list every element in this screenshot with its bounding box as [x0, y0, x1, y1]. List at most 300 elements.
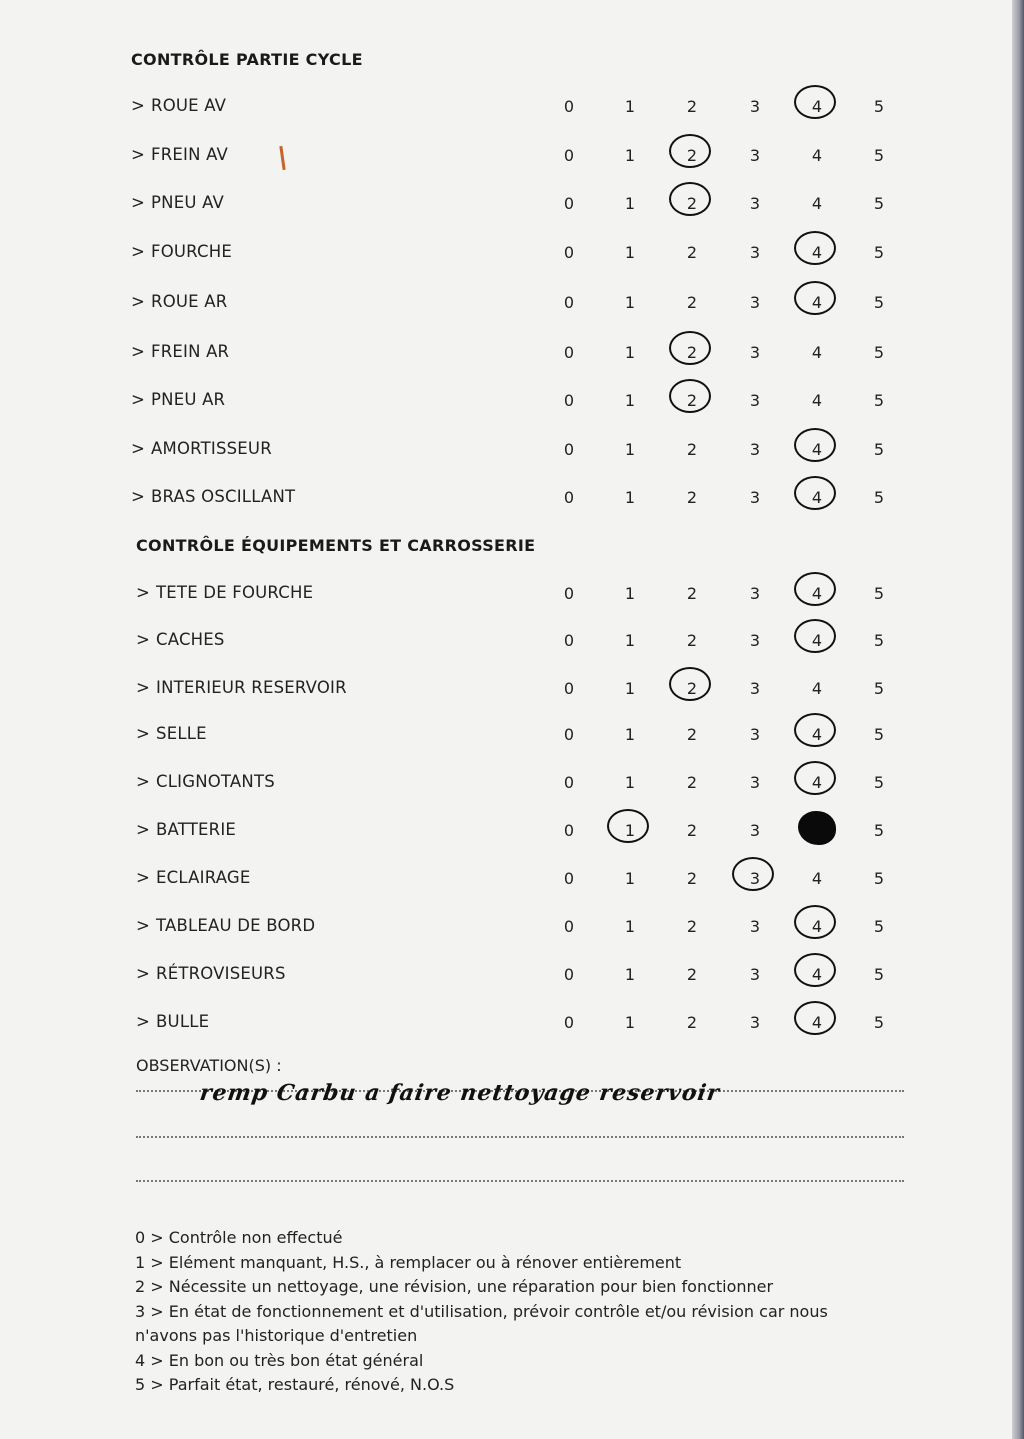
score-number: 3 — [749, 194, 761, 213]
score-option-3 — [740, 293, 770, 312]
score-option-3 — [740, 821, 770, 840]
score-option-2 — [677, 965, 707, 984]
score-option-1 — [615, 146, 645, 165]
score-number: 0 — [563, 965, 575, 984]
score-option-2 — [677, 1013, 707, 1032]
score-option-4 — [802, 679, 832, 698]
score-number: 5 — [873, 821, 885, 840]
score-number: 2 — [686, 194, 698, 213]
checklist-row — [0, 240, 1000, 270]
item-prefix: > — [136, 583, 151, 602]
item-label — [131, 342, 229, 361]
score-number: 1 — [624, 243, 636, 262]
score-option-0 — [554, 631, 584, 650]
item-prefix: > — [136, 868, 151, 887]
item-label — [136, 678, 347, 697]
item-label — [131, 242, 232, 261]
item-name: CACHES — [156, 630, 225, 649]
score-number: 0 — [563, 773, 575, 792]
score-number: 0 — [563, 97, 575, 116]
score-number: 4 — [811, 391, 823, 410]
score-number: 0 — [563, 679, 575, 698]
score-number: 3 — [749, 488, 761, 507]
checklist-row — [0, 94, 1000, 124]
score-option-5 — [864, 965, 894, 984]
score-number: 0 — [563, 917, 575, 936]
selected-score-circle — [669, 667, 711, 701]
score-option-4 — [802, 440, 832, 459]
score-number: 2 — [686, 343, 698, 362]
item-name: RÉTROVISEURS — [156, 964, 286, 983]
score-number: 3 — [749, 679, 761, 698]
selected-score-circle — [794, 231, 836, 265]
score-number: 3 — [749, 725, 761, 744]
selected-score-circle — [794, 713, 836, 747]
score-number: 5 — [873, 293, 885, 312]
score-option-0 — [554, 679, 584, 698]
score-number: 5 — [873, 679, 885, 698]
score-option-4 — [802, 343, 832, 362]
score-number: 5 — [873, 965, 885, 984]
score-number: 2 — [686, 679, 698, 698]
score-option-5 — [864, 194, 894, 213]
item-prefix: > — [131, 145, 146, 164]
item-label — [136, 964, 286, 983]
score-number: 2 — [686, 440, 698, 459]
item-name: PNEU AV — [151, 193, 224, 212]
score-number: 3 — [749, 821, 761, 840]
checklist-row — [0, 962, 1000, 992]
score-number: 1 — [624, 584, 636, 603]
score-number: 1 — [624, 1013, 636, 1032]
score-option-4 — [802, 773, 832, 792]
item-label — [136, 724, 207, 743]
score-option-2 — [677, 725, 707, 744]
score-option-4 — [802, 194, 832, 213]
score-option-4 — [802, 965, 832, 984]
checklist-row — [0, 866, 1000, 896]
score-option-5 — [864, 1013, 894, 1032]
score-number: 1 — [624, 725, 636, 744]
score-option-2 — [677, 97, 707, 116]
score-option-3 — [740, 869, 770, 888]
selected-score-circle — [732, 857, 774, 891]
item-prefix: > — [136, 1012, 151, 1031]
score-option-3 — [740, 584, 770, 603]
item-label — [136, 820, 236, 839]
checklist-row — [0, 143, 1000, 173]
score-option-0 — [554, 343, 584, 362]
item-prefix: > — [136, 772, 151, 791]
item-name: PNEU AR — [151, 390, 226, 409]
score-number: 5 — [873, 917, 885, 936]
score-number: 2 — [686, 631, 698, 650]
score-number: 1 — [624, 343, 636, 362]
score-option-2 — [677, 440, 707, 459]
score-number: 3 — [749, 440, 761, 459]
score-option-2 — [677, 488, 707, 507]
item-prefix: > — [136, 916, 151, 935]
score-number: 5 — [873, 631, 885, 650]
score-number: 0 — [563, 293, 575, 312]
item-prefix: > — [136, 630, 151, 649]
score-option-4 — [802, 488, 832, 507]
background-edge — [1012, 0, 1024, 1439]
score-option-3 — [740, 243, 770, 262]
score-option-4 — [802, 391, 832, 410]
score-option-5 — [864, 917, 894, 936]
score-number: 2 — [686, 869, 698, 888]
score-number: 1 — [624, 869, 636, 888]
score-number: 5 — [873, 391, 885, 410]
score-option-4 — [802, 243, 832, 262]
score-number: 2 — [686, 243, 698, 262]
score-number: 2 — [686, 773, 698, 792]
score-number: 5 — [873, 243, 885, 262]
item-label — [131, 487, 295, 506]
legend-line: n'avons pas l'historique d'entretien — [135, 1326, 418, 1345]
score-number: 0 — [563, 869, 575, 888]
score-number: 0 — [563, 1013, 575, 1032]
score-option-5 — [864, 488, 894, 507]
score-option-5 — [864, 773, 894, 792]
item-name: BULLE — [156, 1012, 210, 1031]
score-number: 1 — [624, 917, 636, 936]
score-number: 1 — [624, 293, 636, 312]
checklist-row — [0, 340, 1000, 370]
score-number: 3 — [749, 584, 761, 603]
score-number: 4 — [811, 1013, 823, 1032]
score-option-3 — [740, 146, 770, 165]
score-option-0 — [554, 194, 584, 213]
score-number: 0 — [563, 725, 575, 744]
score-option-0 — [554, 440, 584, 459]
score-option-5 — [864, 293, 894, 312]
score-option-0 — [554, 1013, 584, 1032]
score-option-0 — [554, 773, 584, 792]
item-prefix: > — [131, 342, 146, 361]
selected-score-circle — [794, 953, 836, 987]
score-option-4 — [802, 293, 832, 312]
score-number: 4 — [811, 631, 823, 650]
score-option-3 — [740, 97, 770, 116]
item-name: CLIGNOTANTS — [156, 772, 275, 791]
selected-score-circle — [794, 572, 836, 606]
score-option-3 — [740, 488, 770, 507]
item-label — [136, 916, 315, 935]
item-name: TETE DE FOURCHE — [156, 583, 314, 602]
score-number: 2 — [686, 1013, 698, 1032]
score-option-1 — [615, 773, 645, 792]
score-option-3 — [740, 725, 770, 744]
score-number: 0 — [563, 440, 575, 459]
score-option-5 — [864, 584, 894, 603]
score-number: 4 — [811, 725, 823, 744]
checklist-row — [0, 485, 1000, 515]
selected-score-circle — [794, 619, 836, 653]
score-option-2 — [677, 917, 707, 936]
score-option-5 — [864, 821, 894, 840]
legend-line: 0 > Contrôle non effectué — [135, 1228, 343, 1247]
score-number: 4 — [811, 243, 823, 262]
selected-score-circle — [669, 182, 711, 216]
item-name: AMORTISSEUR — [151, 439, 272, 458]
section-title-cycle: CONTRÔLE PARTIE CYCLE — [131, 50, 363, 69]
score-number: 2 — [686, 917, 698, 936]
score-number: 1 — [624, 146, 636, 165]
item-prefix: > — [131, 242, 146, 261]
score-number: 1 — [624, 679, 636, 698]
score-option-1 — [615, 965, 645, 984]
score-number: 1 — [624, 194, 636, 213]
score-option-2 — [677, 194, 707, 213]
item-name: BRAS OSCILLANT — [151, 487, 296, 506]
score-number: 4 — [811, 679, 823, 698]
score-number: 0 — [563, 243, 575, 262]
score-option-0 — [554, 821, 584, 840]
score-number: 1 — [624, 773, 636, 792]
observation-line — [136, 1180, 904, 1182]
item-name: FREIN AR — [151, 342, 230, 361]
item-label — [136, 630, 225, 649]
selected-score-circle — [794, 761, 836, 795]
selected-score-circle — [669, 379, 711, 413]
item-prefix: > — [131, 390, 146, 409]
item-label — [131, 292, 227, 311]
score-option-5 — [864, 631, 894, 650]
item-name: BATTERIE — [156, 820, 237, 839]
score-option-4 — [802, 584, 832, 603]
checklist-row — [0, 914, 1000, 944]
score-number: 3 — [749, 391, 761, 410]
selected-score-circle — [794, 428, 836, 462]
score-option-5 — [864, 725, 894, 744]
observation-line — [136, 1136, 904, 1138]
score-option-5 — [864, 679, 894, 698]
score-option-4 — [802, 97, 832, 116]
score-option-4 — [802, 869, 832, 888]
legend-line: 3 > En état de fonctionnement et d'utilisation, prévoir contrôle et/ou révision car nous — [135, 1301, 828, 1321]
selected-score-circle — [794, 1001, 836, 1035]
score-number: 2 — [686, 488, 698, 507]
item-label — [131, 390, 225, 409]
score-number: 0 — [563, 488, 575, 507]
score-option-1 — [615, 869, 645, 888]
item-name: ROUE AV — [151, 96, 227, 115]
score-option-2 — [677, 821, 707, 840]
score-option-3 — [740, 1013, 770, 1032]
item-label — [131, 193, 224, 212]
score-option-0 — [554, 146, 584, 165]
item-prefix: > — [131, 292, 146, 311]
score-option-2 — [677, 631, 707, 650]
score-option-3 — [740, 343, 770, 362]
score-option-0 — [554, 488, 584, 507]
score-option-0 — [554, 97, 584, 116]
score-option-0 — [554, 869, 584, 888]
item-prefix: > — [136, 678, 151, 697]
score-number: 1 — [624, 440, 636, 459]
score-option-2 — [677, 391, 707, 410]
score-option-4 — [802, 631, 832, 650]
score-number: 5 — [873, 488, 885, 507]
score-number: 5 — [873, 146, 885, 165]
score-number: 0 — [563, 631, 575, 650]
score-option-0 — [554, 293, 584, 312]
checklist-row — [0, 818, 1000, 848]
item-prefix: > — [131, 487, 146, 506]
score-number: 4 — [811, 343, 823, 362]
checklist-row — [0, 191, 1000, 221]
checklist-row — [0, 581, 1000, 611]
score-number: 5 — [873, 725, 885, 744]
score-option-1 — [615, 293, 645, 312]
score-option-0 — [554, 917, 584, 936]
item-name: FREIN AV — [151, 145, 228, 164]
score-option-0 — [554, 965, 584, 984]
score-option-3 — [740, 965, 770, 984]
item-label — [131, 96, 226, 115]
score-number: 0 — [563, 343, 575, 362]
score-number: 5 — [873, 773, 885, 792]
score-number: 2 — [686, 97, 698, 116]
score-number: 2 — [686, 965, 698, 984]
score-number: 3 — [749, 869, 761, 888]
handwritten-observation: remp Carbu a faire nettoyage reservoir — [198, 1080, 722, 1106]
score-option-1 — [615, 97, 645, 116]
checklist-row — [0, 1010, 1000, 1040]
selected-score-circle — [607, 809, 649, 843]
score-option-1 — [615, 679, 645, 698]
item-name: TABLEAU DE BORD — [156, 916, 316, 935]
score-number: 4 — [811, 584, 823, 603]
score-number: 3 — [749, 1013, 761, 1032]
score-number: 2 — [686, 293, 698, 312]
selected-score-circle — [794, 476, 836, 510]
observations-label: OBSERVATION(S) : — [136, 1056, 282, 1075]
item-prefix: > — [131, 96, 146, 115]
score-option-2 — [677, 584, 707, 603]
section-title-equipment: CONTRÔLE ÉQUIPEMENTS ET CARROSSERIE — [136, 536, 536, 555]
item-prefix: > — [131, 439, 146, 458]
score-option-4 — [802, 146, 832, 165]
item-prefix: > — [136, 820, 151, 839]
score-option-1 — [615, 584, 645, 603]
score-number: 4 — [811, 773, 823, 792]
score-number: 4 — [811, 146, 823, 165]
item-name: INTERIEUR RESERVOIR — [156, 678, 347, 697]
score-number: 4 — [811, 917, 823, 936]
score-option-1 — [615, 343, 645, 362]
score-number: 2 — [686, 584, 698, 603]
score-number: 0 — [563, 821, 575, 840]
score-number: 2 — [686, 821, 698, 840]
checklist-row — [0, 290, 1000, 320]
item-label — [136, 868, 251, 887]
score-number: 4 — [811, 440, 823, 459]
score-number: 2 — [686, 725, 698, 744]
item-label — [136, 772, 275, 791]
score-number: 1 — [624, 391, 636, 410]
score-number: 4 — [811, 194, 823, 213]
checklist-row — [0, 676, 1000, 706]
legend-line: 5 > Parfait état, restauré, rénové, N.O.S — [135, 1375, 455, 1394]
score-option-2 — [677, 773, 707, 792]
score-option-3 — [740, 679, 770, 698]
score-option-3 — [740, 631, 770, 650]
score-option-2 — [677, 869, 707, 888]
checklist-row — [0, 722, 1000, 752]
score-number: 5 — [873, 440, 885, 459]
score-option-5 — [864, 343, 894, 362]
score-number: 3 — [749, 917, 761, 936]
checklist-row — [0, 388, 1000, 418]
score-number: 1 — [624, 821, 636, 840]
score-number: 0 — [563, 194, 575, 213]
score-number: 3 — [749, 293, 761, 312]
score-option-0 — [554, 391, 584, 410]
score-option-0 — [554, 725, 584, 744]
score-number: 3 — [749, 243, 761, 262]
score-number: 3 — [749, 631, 761, 650]
score-number: 5 — [873, 869, 885, 888]
item-name: FOURCHE — [151, 242, 232, 261]
legend-line: 2 > Nécessite un nettoyage, une révision, une réparation pour bien fonctionner — [135, 1277, 774, 1296]
score-option-0 — [554, 243, 584, 262]
score-option-2 — [677, 679, 707, 698]
score-number: 4 — [811, 488, 823, 507]
score-option-1 — [615, 631, 645, 650]
item-prefix: > — [131, 193, 146, 212]
score-option-5 — [864, 97, 894, 116]
score-option-2 — [677, 146, 707, 165]
selected-score-circle — [794, 281, 836, 315]
item-label — [136, 583, 313, 602]
score-number: 1 — [624, 631, 636, 650]
score-number: 2 — [686, 146, 698, 165]
score-option-1 — [615, 440, 645, 459]
score-number: 2 — [686, 391, 698, 410]
rating-legend — [135, 1226, 895, 1398]
score-number: 1 — [624, 488, 636, 507]
score-option-3 — [740, 440, 770, 459]
score-option-5 — [864, 869, 894, 888]
score-number: 1 — [624, 965, 636, 984]
checklist-row — [0, 437, 1000, 467]
legend-line: 4 > En bon ou très bon état général — [135, 1350, 424, 1370]
score-option-2 — [677, 243, 707, 262]
score-option-2 — [677, 293, 707, 312]
score-option-1 — [615, 725, 645, 744]
score-option-2 — [677, 343, 707, 362]
score-number: 0 — [563, 146, 575, 165]
score-option-1 — [615, 391, 645, 410]
selected-score-circle — [794, 85, 836, 119]
item-name: SELLE — [156, 724, 207, 743]
checklist-row — [0, 628, 1000, 658]
score-option-3 — [740, 917, 770, 936]
item-prefix: > — [136, 964, 151, 983]
score-number: 5 — [873, 343, 885, 362]
score-option-5 — [864, 146, 894, 165]
score-option-1 — [615, 1013, 645, 1032]
score-number: 3 — [749, 965, 761, 984]
score-number: 1 — [624, 97, 636, 116]
score-number: 5 — [873, 194, 885, 213]
score-option-5 — [864, 391, 894, 410]
selected-score-circle — [669, 331, 711, 365]
ink-blot — [798, 811, 836, 845]
